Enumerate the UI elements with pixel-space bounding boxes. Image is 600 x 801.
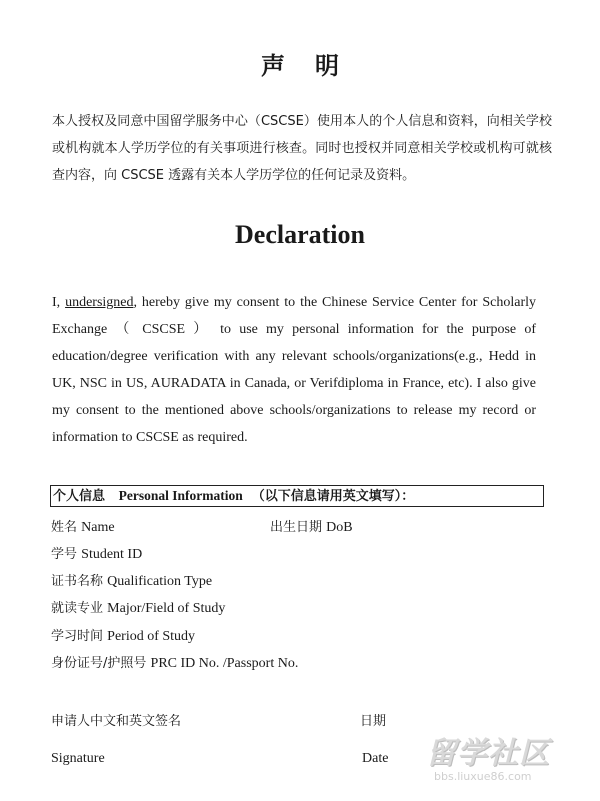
signature-label-en [51,750,105,768]
field-id-number-en: PRC ID No. /Passport No. [150,656,299,671]
personal-info-label-cn: 个人信息 [53,489,106,504]
field-student-id-en: Student ID [81,547,143,562]
date-label-cn: 日期 [360,714,387,729]
field-id-number-cn: 身份证号/护照号 [51,656,147,671]
field-period [51,628,195,646]
personal-info-header [50,485,544,507]
field-student-id-cn: 学号 [51,547,78,562]
field-qualification-cn: 证书名称 [51,574,104,589]
field-major-cn: 就读专业 [51,601,104,616]
english-title: Declaration [235,220,365,249]
field-dob-cn: 出生日期 [270,520,323,535]
watermark-logo-text: 留学社区 [426,736,550,771]
field-major-en: Major/Field of Study [107,601,226,616]
personal-info-label-en: Personal Information [118,488,243,503]
field-qualification [51,573,212,591]
signature-label-cn: 申请人中文和英文签名 [51,714,182,729]
signature-label-en-text: Signature [51,751,105,766]
chinese-declaration-paragraph: 本人授权及同意中国留学服务中心（CSCSE）使用本人的个人信息和资料，向相关学校或机构就本人学历学位的有关事项进行核查。同时也授权并同意相关学校或机构可就核查内容，向 CSCSE 透露有关本人学历学位的任何记录及资料。 [52,114,552,183]
undersigned-text: undersigned [65,295,134,310]
personal-info-note: （以下信息请用英文填写）： [251,489,415,504]
english-paragraph-lead: I, [52,295,66,310]
field-id-number [51,655,298,673]
field-name [51,519,115,537]
field-name-en: Name [81,520,115,535]
english-paragraph-body: , hereby give my consent to the Chinese Service Center for Scholarly Exchange （ CSCSE ） to use my personal information for the purpose of education/degree verification with any relevant schools/organizations(e.g., Hedd in UK, NSC in US, AURADATA in Canada, or Verifdiploma in France, etc). I also give my consent to the mentioned above schools/organizations to release my record or information to CSCSE as required. [52,295,536,445]
watermark-url: bbs.liuxue86.com [434,770,532,783]
field-major [51,600,225,618]
chinese-title: 声明 [261,52,369,80]
site-watermark [420,728,590,792]
field-student-id [51,546,142,564]
date-label-en [362,750,388,768]
field-name-cn: 姓名 [51,520,78,535]
field-dob [270,519,353,537]
field-qualification-en: Qualification Type [107,574,213,589]
english-declaration-paragraph [52,289,536,451]
date-label-en-text: Date [362,751,389,766]
field-dob-en: DoB [326,520,353,535]
field-period-en: Period of Study [107,629,196,644]
field-period-cn: 学习时间 [51,629,104,644]
